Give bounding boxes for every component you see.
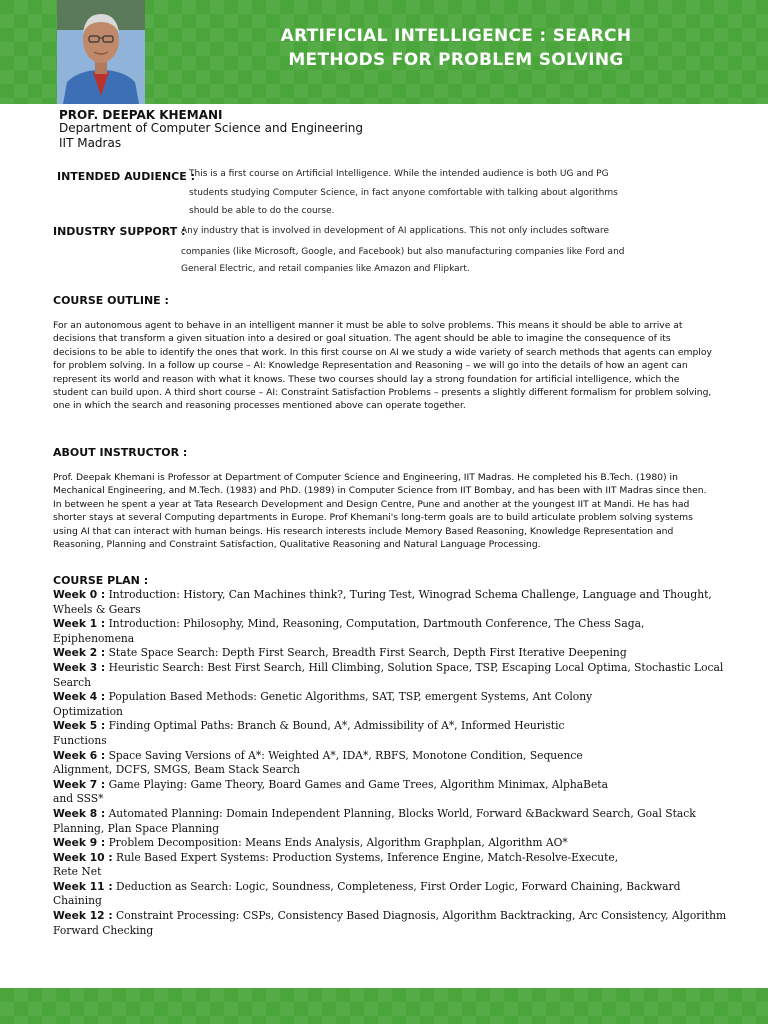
instructor-institute: IIT Madras [59,136,122,150]
course-outline-text: For an autonomous agent to behave in an intelligent manner it must be able to solve problems. This means it should be able to arrive at decisions that transform a given situation into a desired or goal situation. The agent should be able to imagine the consequence of its decisions to be able to identify the ones that work. In this first course on AI we study a wide variety of search methods that agents can employ for problem solving. In a follow up course – AI: Knowledge Representation and Reasoning – we will go into the details of how an agent can represent its world and reason with what it knows. These two courses should lay a strong foundation for artificial intelligence, which the student can build upon. A third short course – AI: Constraint Satisfaction Problems – presents a slightly different formalism for problem solving, one in which the search and reasoning processes mentioned above can operate together. [53,320,712,412]
industry-support-label: INDUSTRY SUPPORT : [53,225,186,238]
week-label: Week 7 : [53,777,106,791]
week-label: Week 2 : [53,646,106,660]
week-topics-continued: Forward Checking [53,923,154,937]
week-topics: Constraint Processing: CSPs, Consistency Based Diagnosis, Algorithm Backtracking, Arc Consistency, Algorithm [116,909,727,923]
week-entry [53,588,718,603]
week-topics-continued: Search [53,675,91,689]
week-entry [53,719,718,734]
week-topics: Finding Optimal Paths: Branch & Bound, A*, Admissibility of A*, Informed Heuristic [108,719,565,733]
week-entry [53,880,718,895]
week-topics: Introduction: History, Can Machines think?, Turing Test, Winograd Schema Challenge, Language and Thought, [108,588,712,601]
intended-audience-text [189,165,618,221]
week-label: Week 11 : [53,879,113,893]
week-topics-continued: Alignment, DCFS, SMGS, Beam Stack Search [53,763,301,777]
course-title [250,24,662,72]
week-label: Week 5 : [53,719,106,733]
week-topics-continued: and SSS* [53,792,104,806]
industry-support-text [181,221,625,278]
week-topics-continued: Functions [53,733,107,747]
industry-support-line: General Electric, and retail companies like Amazon and Flipkart. [181,264,470,274]
week-topics-continued: Planning, Plan Space Planning [53,821,220,835]
course-plan-heading: COURSE PLAN : [53,574,149,587]
week-topics: Population Based Methods: Genetic Algorithms, SAT, TSP, emergent Systems, Ant Colony [108,690,593,704]
instructor-portrait-image [57,0,145,104]
course-title-line-1: ARTIFICIAL INTELLIGENCE : SEARCH [280,26,632,46]
week-label: Week 6 : [53,748,106,762]
week-entry [53,617,718,632]
week-topics-continued: Rete Net [53,865,102,879]
week-label: Week 9 : [53,836,106,850]
week-label: Week 4 : [53,690,106,704]
week-topics: Problem Decomposition: Means Ends Analysis, Algorithm Graphplan, Algorithm AO* [108,836,568,850]
week-topics: State Space Search: Depth First Search, Breadth First Search, Depth First Iterative Deepening [108,646,627,660]
week-entry [53,660,724,676]
week-topics: Introduction: Philosophy, Mind, Reasoning, Computation, Dartmouth Conference, The Chess Saga, [108,617,645,631]
intended-audience-label: INTENDED AUDIENCE : [57,170,195,183]
course-plan-weeks [53,588,727,938]
intended-audience-line: students studying Computer Science, in fact anyone comfortable with talking about algorithms [189,187,618,198]
instructor-affiliation [59,121,363,151]
week-entry [53,749,718,764]
week-topics: Deduction as Search: Logic, Soundness, Completeness, First Order Logic, Forward Chaining, Backward [116,879,681,893]
course-outline-heading: COURSE OUTLINE : [53,294,169,307]
industry-support-line: Any industry that is involved in development of AI applications. This not only includes software [181,226,610,236]
week-label: Week 1 : [53,617,106,631]
week-label: Week 0 : [53,588,106,601]
about-instructor-heading: ABOUT INSTRUCTOR : [53,446,188,459]
intended-audience-line: should be able to do the course. [189,206,335,216]
week-topics: Heuristic Search: Best First Search, Hill Climbing, Solution Space, TSP, Escaping Local Optima, Stochastic Local [108,660,724,674]
intended-audience-line: This is a first course on Artificial Intelligence. While the intended audience is both UG and PG [189,169,609,179]
week-topics: Game Playing: Game Theory, Board Games and Game Trees, Algorithm Minimax, AlphaBeta [108,777,608,791]
course-plan [53,574,727,938]
week-entry [53,778,718,793]
week-topics-continued: Optimization [53,704,123,718]
week-topics: Rule Based Expert Systems: Production Systems, Inference Engine, Match-Resolve-Execute, [116,850,619,864]
week-entry [53,807,718,822]
instructor-photo [57,0,145,104]
week-topics: Space Saving Versions of A*: Weighted A*, IDA*, RBFS, Monotone Condition, Sequence [108,748,583,762]
instructor-department: Department of Computer Science and Engineering [59,121,364,135]
footer-banner [0,988,768,1024]
week-entry [53,646,718,661]
week-topics-continued: Chaining [53,894,102,908]
week-entry [53,690,718,705]
course-title-line-2: METHODS FOR PROBLEM SOLVING [288,50,624,70]
instructor-name: PROF. DEEPAK KHEMANI [59,108,223,122]
week-topics: Automated Planning: Domain Independent Planning, Blocks World, Forward &Backward Search, Goal Stack [108,806,696,820]
week-label: Week 3 : [53,660,106,674]
week-topics-continued: Epiphenomena [53,631,135,645]
about-instructor-text: Prof. Deepak Khemani is Professor at Department of Computer Science and Engineering, IIT Madras. He completed his B.Tech. (1980) in Mechanical Engineering, and M.Tech. (1983) and PhD. (1989) in Computer Science from IIT Bombay, and has been with IIT Madras since then. In between he spent a year at Tata Research Development and Design Centre, Pune and another at the youngest IIT at Mandi. He has had shorter stays at several Computing departments in Europe. Prof Khemani's long-term goals are to build articulate problem solving systems using AI that can interact with human beings. His research interests include Memory Based Reasoning, Knowledge Representation and Reasoning, Planning and Constraint Satisfaction, Qualitative Reasoning and Natural Language Processing. [53,472,707,551]
week-entry [53,851,718,866]
week-label: Week 8 : [53,806,106,820]
industry-support-line: companies (like Microsoft, Google, and Facebook) but also manufacturing companies like Ford and [181,247,625,257]
week-label: Week 10 : [53,850,113,864]
week-entry [53,909,727,924]
week-label: Week 12 : [53,909,113,923]
week-entry [53,836,718,851]
week-topics-continued: Wheels & Gears [53,602,141,616]
